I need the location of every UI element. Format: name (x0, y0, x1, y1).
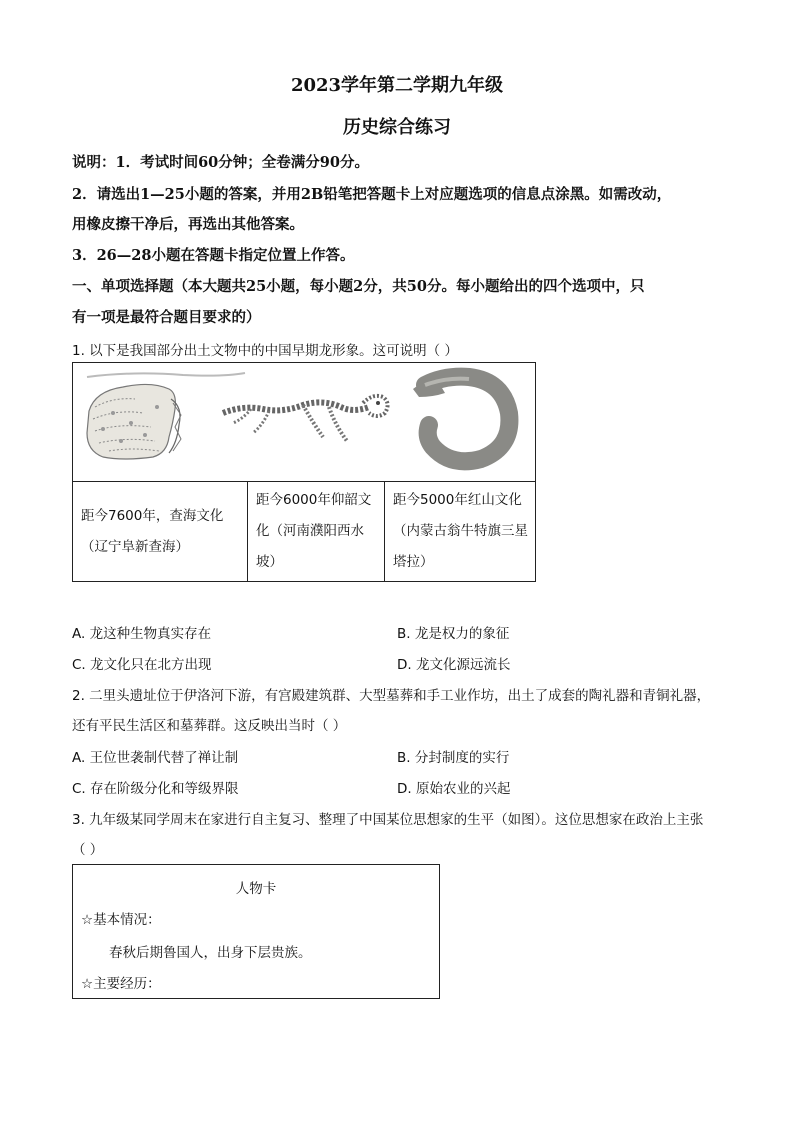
q3-stem-b: （ ） (72, 842, 104, 858)
hongshan-jade-dragon-image (413, 377, 509, 462)
q2-option-a[interactable]: A. 王位世袭制代替了禅让制 (72, 750, 239, 766)
q3-stem-a: 3. 九年级某同学周末在家进行自主复习、整理了中国某位思想家的生平（如图）。这位思想家在政治上主张 (72, 812, 704, 828)
exam-title: 2023学年第二学期九年级 (290, 75, 504, 96)
section-heading-b: 有一项是最符合题目要求的） (72, 309, 261, 326)
exam-subtitle: 历史综合练习 (343, 117, 451, 138)
chahai-dragon-image (87, 373, 245, 459)
instruction-line-2b: 用橡皮擦干净后，再选出其他答案。 (72, 216, 304, 233)
q1-relic-table (72, 362, 536, 582)
q2-option-d[interactable]: D. 原始农业的兴起 (397, 781, 511, 797)
q1-option-d[interactable]: D. 龙文化源远流长 (397, 657, 511, 673)
q1-option-c[interactable]: C. 龙文化只在北方出现 (72, 657, 212, 673)
instruction-line-3: 3．26—28小题在答题卡指定位置上作答。 (72, 247, 355, 264)
q2-option-c[interactable]: C. 存在阶级分化和等级界限 (72, 781, 239, 797)
q1-stem: 1. 以下是我国部分出土文物中的中国早期龙形象。这可说明（ ） (72, 343, 458, 359)
person-card-basic-label: ☆基本情况： (81, 912, 161, 928)
person-card-basic-text: 春秋后期鲁国人，出身下层贵族。 (109, 945, 312, 961)
q1-option-a[interactable]: A. 龙这种生物真实存在 (72, 626, 212, 642)
relic-images (73, 363, 535, 477)
xishuipo-dragon-image (223, 396, 388, 441)
instruction-line-1: 说明：1．考试时间60分钟；全卷满分90分。 (72, 154, 369, 171)
relic-caption-3: 距今5000年红山文化（内蒙古翁牛特旗三星塔拉） (385, 482, 536, 582)
section-heading-a: 一、单项选择题（本大题共25小题，每小题2分，共50分。每小题给出的四个选项中，只 (72, 278, 645, 295)
q2-stem-b: 还有平民生活区和墓葬群。这反映出当时（ ） (72, 718, 347, 734)
q1-option-b[interactable]: B. 龙是权力的象征 (397, 626, 510, 642)
q2-stem-a: 2. 二里头遗址位于伊洛河下游，有宫殿建筑群、大型墓葬和手工业作坊，出土了成套的陶礼器和青铜礼器， (72, 688, 711, 704)
relic-caption-2: 距今6000年仰韶文化（河南濮阳西水坡） (248, 482, 385, 582)
relic-images-cell (73, 363, 536, 482)
person-card (72, 864, 440, 999)
relic-caption-1: 距今7600年，查海文化（辽宁阜新查海） (73, 482, 248, 582)
instruction-line-2a: 2．请选出1—25小题的答案，并用2B铅笔把答题卡上对应题选项的信息点涂黑。如需改动， (72, 186, 672, 203)
person-card-title: 人物卡 (235, 881, 277, 897)
person-card-experience-label: ☆主要经历： (81, 976, 161, 992)
q2-option-b[interactable]: B. 分封制度的实行 (397, 750, 510, 766)
